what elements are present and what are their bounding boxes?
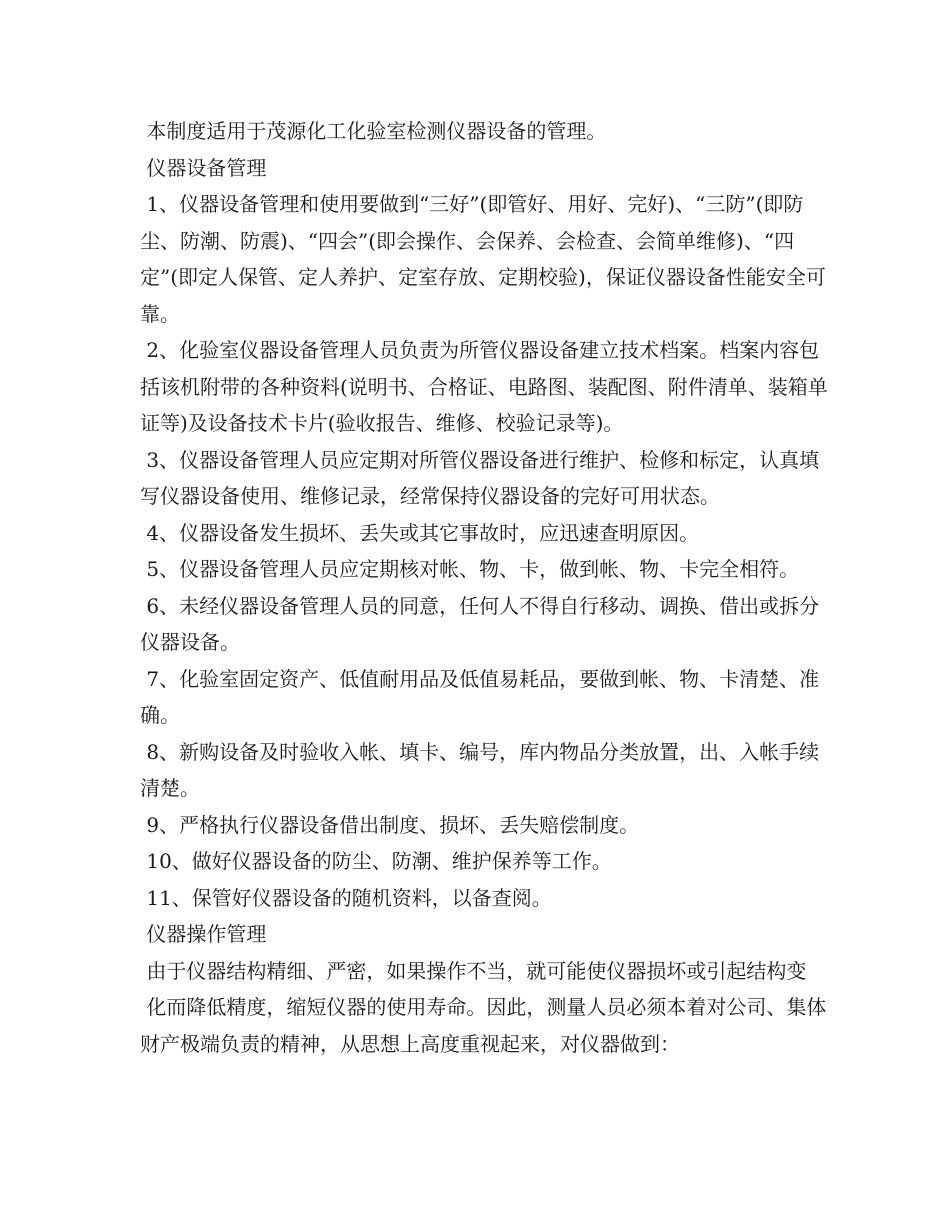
rule-item-1: 1、仪器设备管理和使用要做到“三好”(即管好、用好、完好)、“三防”(即防尘、防潮、防震)、“四会”(即会操作、会保养、会检查、会简单维修)、“四定”(即定人保管、定人养护、定室存放、定期校验)，保证仪器设备性能安全可靠。 bbox=[140, 192, 826, 326]
rule-item-10: 10、做好仪器设备的防尘、防潮、维护保养等工作。 bbox=[140, 849, 612, 873]
section-heading-operation-management: 仪器操作管理 bbox=[140, 922, 267, 946]
rule-item-7: 7、化验室固定资产、低值耐用品及低值易耗品，要做到帐、物、卡清楚、准确。 bbox=[140, 666, 820, 727]
rule-item-4: 4、仪器设备发生损坏、丢失或其它事故时，应迅速查明原因。 bbox=[140, 520, 700, 545]
rule-item-5: 5、仪器设备管理人员应定期核对帐、物、卡，做到帐、物、卡完全相符。 bbox=[140, 557, 800, 581]
section-heading-equipment-management: 仪器设备管理 bbox=[140, 155, 267, 180]
rule-item-6: 6、未经仪器设备管理人员的同意，任何人不得自行移动、调换、借出或拆分仪器设备。 bbox=[140, 593, 820, 654]
rule-item-11: 11、保管好仪器设备的随机资料，以备查阅。 bbox=[140, 885, 552, 910]
operation-paragraph-2: 化而降低精度，缩短仪器的使用寿命。因此，测量人员必须本着对公司、集体财产极端负责的精神，从思想上高度重视起来，对仪器做到： bbox=[140, 995, 827, 1056]
operation-paragraph-1: 由于仪器结构精细、严密，如果操作不当，就可能使仪器损坏或引起结构变 bbox=[140, 958, 807, 983]
rule-item-9: 9、严格执行仪器设备借出制度、损坏、丢失赔偿制度。 bbox=[140, 812, 640, 837]
document-body bbox=[140, 113, 830, 1062]
rule-item-8: 8、新购设备及时验收入帐、填卡、编号，库内物品分类放置，出、入帐手续清楚。 bbox=[140, 739, 820, 800]
rule-item-2: 2、化验室仪器设备管理人员负责为所管仪器设备建立技术档案。档案内容包括该机附带的各种资料(说明书、合格证、电路图、装配图、附件清单、装箱单证等)及设备技术卡片(验收报告、维修、校验记录等)。 bbox=[140, 338, 828, 435]
rule-item-3: 3、仪器设备管理人员应定期对所管仪器设备进行维护、检修和标定，认真填写仪器设备使用、维修记录，经常保持仪器设备的完好可用状态。 bbox=[140, 447, 820, 508]
intro-paragraph: 本制度适用于茂源化工化验室检测仪器设备的管理。 bbox=[140, 119, 607, 143]
